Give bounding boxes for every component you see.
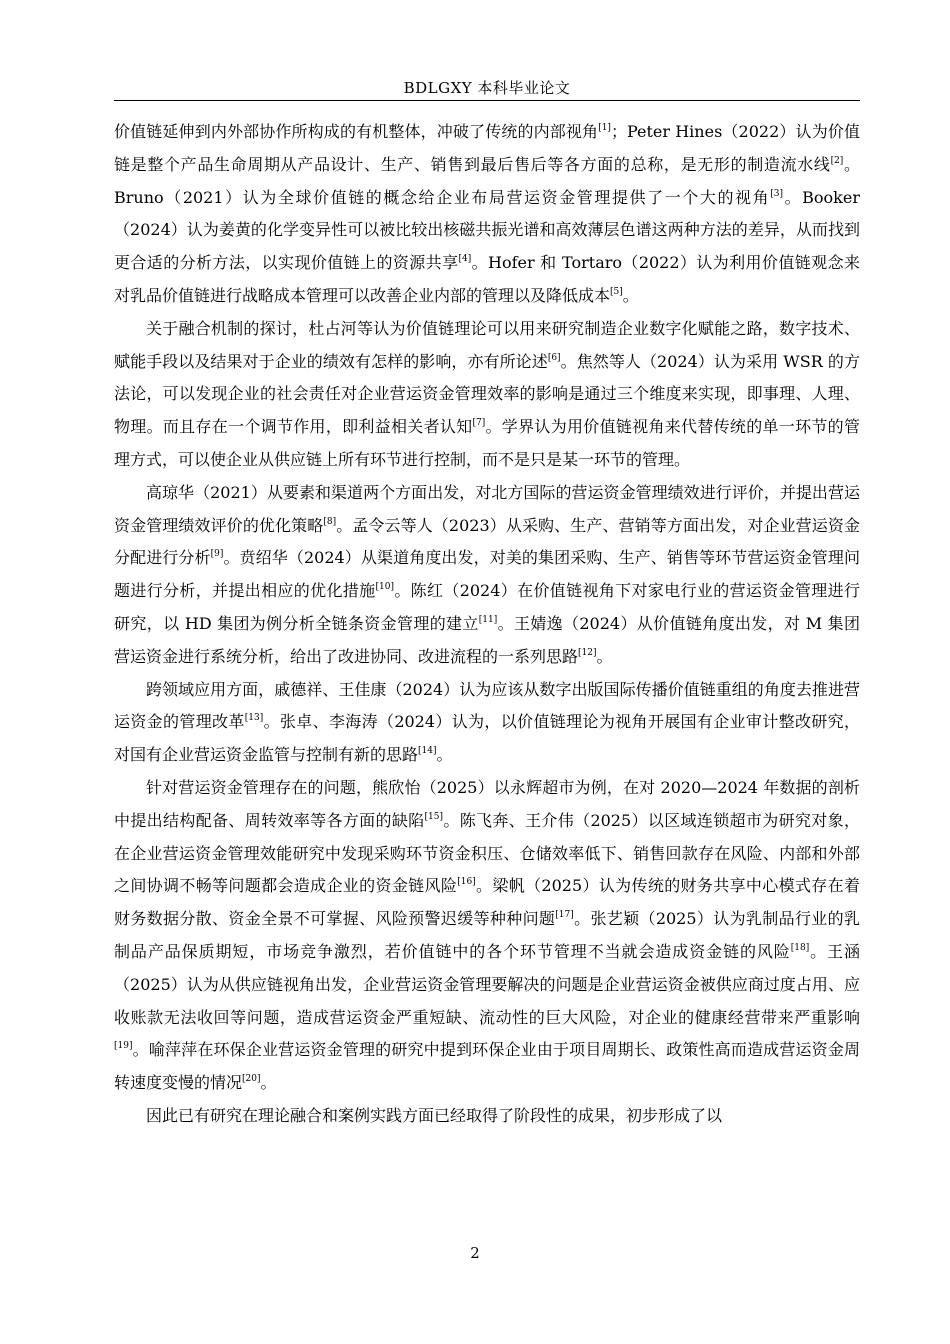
citation-marker: [15] — [424, 811, 444, 822]
text-run: 。贲绍华（2024）从渠道角度出发，对美的集团采购、生产、销售等环节营运资金管理问题进行分析，并提出相应的优化措施 — [114, 548, 860, 601]
paragraph — [114, 772, 860, 1100]
text-run: 。 — [622, 285, 639, 305]
paragraph — [114, 477, 860, 674]
text-run: 。 — [596, 646, 613, 666]
citation-marker: [7] — [472, 418, 486, 429]
text-run: 。 — [436, 745, 453, 765]
text-run: 价值链延伸到内外部协作所构成的有机整体，冲破了传统的内部视角 — [114, 122, 599, 141]
text-run: 。学界认为用价值链视角来代替传统的单一环节的管理方式，可以使企业从供应链上所有环节进行控制，而不是只是某一环节的管理。 — [114, 417, 860, 469]
citation-marker: [4] — [458, 254, 472, 265]
header-divider — [114, 100, 860, 101]
text-run: 因此已有研究在理论融合和案例实践方面已经取得了阶段性的成果，初步形成了以 — [146, 1105, 723, 1125]
text-run: 。Hofer 和 Tortaro（2022）认为利用价值链观念来对乳品价值链进行战略成本管理可以改善企业内部的管理以及降低成本 — [114, 253, 860, 305]
citation-marker: [17] — [555, 910, 574, 921]
citation-marker: [9] — [210, 549, 224, 560]
text-run: 。喻萍萍在环保企业营运资金管理的研究中提到环保企业由于项目周期长、政策性高而造成营运资金周转速度变慢的情况 — [114, 1040, 860, 1093]
citation-marker: [1] — [598, 123, 611, 133]
text-run: 跨领域应用方面，戚德祥、王佳康（2024）认为应该从数字出版国际传播价值链重组的角度去推进营运资金的管理改革 — [114, 679, 860, 732]
citation-marker: [8] — [323, 516, 337, 527]
text-run: 关于融合机制的探讨，杜占河等认为价值链理论可以用来研究制造企业数字化赋能之路，数字技术、赋能手段以及结果对于企业的绩效有怎样的影响，亦有所论述 — [114, 318, 860, 371]
citation-marker: [14] — [418, 746, 437, 757]
text-run: 。王涵（2025）认为从供应链视角出发，企业营运资金管理要解决的问题是企业营运资金被供应商过度占用、应收账款无法收回等问题，造成营运资金严重短缺、流动性的巨大风险，对企业的健康经营带来严重影响 — [114, 941, 860, 1027]
citation-marker: [18] — [790, 942, 810, 953]
text-run: 针对营运资金管理存在的问题，熊欣怡（2025）以永辉超市为例，在对 2020—2024 年数据的剖析中提出结构配备、周转效率等各方面的缺陷 — [114, 777, 860, 830]
citation-marker: [10] — [375, 582, 394, 593]
text-run: 。陈飞奔、王介伟（2025）以区域连锁超市为研究对象，在企业营运资金管理效能研究中发现采购环节资金积压、仓储效率低下、销售回款存在风险、内部和外部之间协调不畅等问题都会造成企业的资金链风险 — [114, 810, 860, 896]
text-run: 。王婧逸（2024）从价值链角度出发，对 M 集团营运资金进行系统分析，给出了改进协同、改进流程的一系列思路 — [114, 613, 860, 666]
citation-marker: [20] — [242, 1074, 261, 1085]
text-run: 。Bruno（2021）认为全球价值链的概念给企业布局营运资金管理提供了一个大的视角 — [114, 154, 860, 207]
text-run: 。焦然等人（2024）认为采用 WSR 的方法论，可以发现企业的社会责任对企业营运资金管理效率的影响是通过三个维度来实现，即事理、人理、物理。而且存在一个调节作用，即利益相关者认知 — [114, 351, 860, 437]
text-run: 。Booker（2024）认为姜黄的化学变异性可以被比较出核磁共振光谱和高效薄层色谱这两种方法的差异，从而找到更合适的分析方法，以实现价值链上的资源共享 — [114, 187, 860, 273]
page-number: 2 — [470, 1244, 480, 1262]
text-run: ；Peter Hines（2022）认为价值链是整个产品生命周期从产品设计、生产、销售到最后售后等各方面的总称，是无形的制造流水线 — [114, 122, 860, 174]
citation-marker: [11] — [478, 614, 498, 625]
citation-marker: [2] — [830, 155, 844, 166]
citation-marker: [5] — [610, 286, 623, 297]
citation-marker: [16] — [457, 877, 476, 888]
text-run: 高琼华（2021）从要素和渠道两个方面出发，对北方国际的营运资金管理绩效进行评价，并提出营运资金管理绩效评价的优化策略 — [114, 482, 860, 535]
page-header-title: BDLGXY 本科毕业论文 — [403, 79, 571, 97]
citation-marker: [12] — [578, 647, 597, 658]
text-run: 。张艺颖（2025）认为乳制品行业的乳制品产品保质期短，市场竞争激烈，若价值链中的各个环节管理不当就会造成资金链的风险 — [114, 909, 860, 961]
text-run: 。梁帆（2025）认为传统的财务共享中心模式存在着财务数据分散、资金全景不可掌握、风险预警迟缓等种种问题 — [114, 876, 860, 929]
citation-marker: [6] — [547, 352, 561, 363]
text-run: 。 — [260, 1073, 277, 1093]
text-run: 。张卓、李海涛（2024）认为，以价值链理论为视角开展国有企业审计整改研究，对国有企业营运资金监管与控制有新的思路 — [114, 712, 860, 765]
citation-marker: [3] — [770, 188, 783, 199]
paragraph — [114, 674, 860, 772]
paragraph — [114, 1100, 860, 1133]
text-run: 。孟令云等人（2023）从采购、生产、营销等方面出发，对企业营运资金分配进行分析 — [114, 515, 860, 568]
paragraph — [114, 313, 860, 477]
citation-marker: [19] — [114, 1041, 133, 1052]
paragraph — [114, 116, 860, 313]
citation-marker: [13] — [244, 713, 264, 724]
text-run: 。陈红（2024）在价值链视角下对家电行业的营运资金管理进行研究，以 HD 集团为例分析全链条资金管理的建立 — [114, 581, 860, 633]
body-text — [114, 116, 860, 1133]
